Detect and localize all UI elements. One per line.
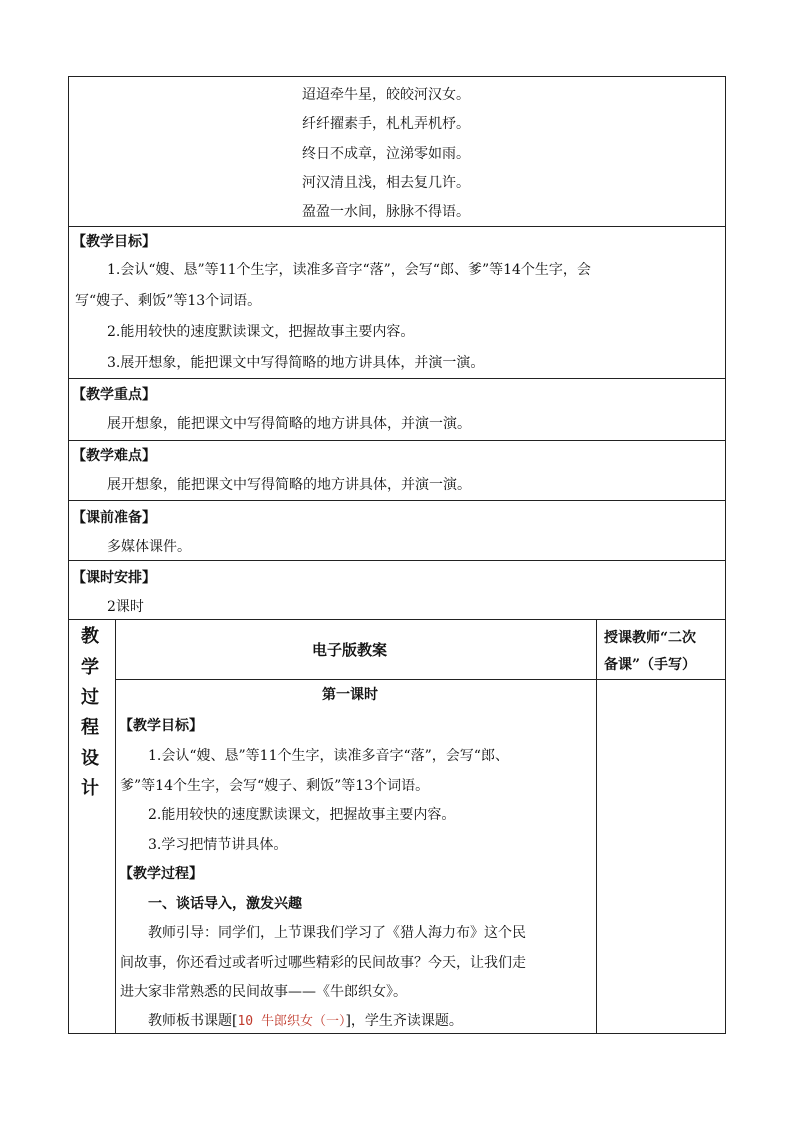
prep-text: 多媒体课件。 bbox=[107, 539, 191, 555]
board-title-text: 10 牛郎织女（一） bbox=[237, 1014, 346, 1029]
row-divider bbox=[68, 560, 726, 561]
lesson-goal-1-cont: 爹”等14个生字，会写“嫂子、剩饭”等13个词语。 bbox=[120, 778, 430, 794]
step-1-paragraph-cont: 进大家非常熟悉的民间故事——《牛郎织女》。 bbox=[120, 984, 407, 1000]
step-1-paragraph-cont: 间故事，你还看过或者听过哪些精彩的民间故事？今天，让我们走 bbox=[120, 955, 526, 971]
step-1-title: 一、谈话导入，激发兴趣 bbox=[148, 896, 302, 912]
row-divider bbox=[68, 378, 726, 379]
lesson-title: 第一课时 bbox=[322, 687, 378, 703]
lesson-goal-2: 2.能用较快的速度默读课文，把握故事主要内容。 bbox=[148, 807, 456, 823]
focus-heading: 【教学重点】 bbox=[72, 387, 156, 403]
prep-heading: 【课前准备】 bbox=[72, 510, 156, 526]
lesson-process-heading: 【教学过程】 bbox=[119, 866, 203, 882]
board-title-line bbox=[148, 1011, 463, 1032]
board-title-prefix: 教师板书课题[ bbox=[148, 1013, 238, 1029]
row-divider bbox=[68, 226, 726, 227]
goals-item-3: 3.展开想象，能把课文中写得简略的地方讲具体，并演一演。 bbox=[107, 355, 485, 371]
side-column-header: 授课教师“二次 bbox=[604, 630, 697, 646]
board-title-suffix: ]，学生齐读课题。 bbox=[345, 1013, 463, 1029]
lesson-goal-3: 3.学习把情节讲具体。 bbox=[148, 837, 288, 853]
step-1-paragraph: 教师引导：同学们，上节课我们学习了《猎人海力布》这个民 bbox=[148, 925, 526, 941]
goals-item-1: 1.会认“嫂、恳”等11个生字，读准多音字“落”，会写“郎、爹”等14个生字，会 bbox=[107, 262, 591, 278]
goals-item-2: 2.能用较快的速度默读课文，把握故事主要内容。 bbox=[107, 324, 415, 340]
side-column-header: 备课”（手写） bbox=[604, 657, 697, 673]
column-divider bbox=[115, 619, 116, 1034]
difficulty-text: 展开想象，能把课文中写得简略的地方讲具体，并演一演。 bbox=[107, 477, 471, 493]
poem-line: 纤纤擢素手，札札弄机杼。 bbox=[302, 116, 470, 132]
goals-item-1-cont: 写“嫂子、剩饭”等13个词语。 bbox=[75, 293, 262, 309]
process-side-label-char: 设 bbox=[81, 748, 99, 769]
poem-line: 河汉清且浅，相去复几许。 bbox=[302, 175, 470, 191]
difficulty-heading: 【教学难点】 bbox=[72, 448, 156, 464]
schedule-text: 2课时 bbox=[107, 599, 144, 615]
main-column-header: 电子版教案 bbox=[312, 641, 388, 659]
process-side-label-char: 过 bbox=[81, 687, 99, 708]
poem-line: 迢迢牵牛星，皎皎河汉女。 bbox=[302, 87, 470, 103]
process-side-label-char: 教 bbox=[81, 626, 99, 647]
lesson-goals-heading: 【教学目标】 bbox=[119, 718, 203, 734]
focus-text: 展开想象，能把课文中写得简略的地方讲具体，并演一演。 bbox=[107, 416, 471, 432]
poem-line: 盈盈一水间，脉脉不得语。 bbox=[302, 204, 470, 220]
schedule-heading: 【课时安排】 bbox=[72, 570, 156, 586]
process-side-label-char: 学 bbox=[81, 657, 99, 678]
column-divider bbox=[596, 619, 597, 1034]
row-divider bbox=[68, 500, 726, 501]
goals-heading: 【教学目标】 bbox=[72, 234, 156, 250]
poem-line: 终日不成章，泣涕零如雨。 bbox=[302, 146, 470, 162]
row-divider bbox=[115, 679, 726, 680]
row-divider bbox=[68, 619, 726, 620]
process-side-label-char: 计 bbox=[81, 778, 99, 799]
process-side-label-char: 程 bbox=[81, 717, 99, 738]
row-divider bbox=[68, 440, 726, 441]
lesson-goal-1: 1.会认“嫂、恳”等11个生字，读准多音字“落”，会写“郎、 bbox=[148, 748, 509, 764]
